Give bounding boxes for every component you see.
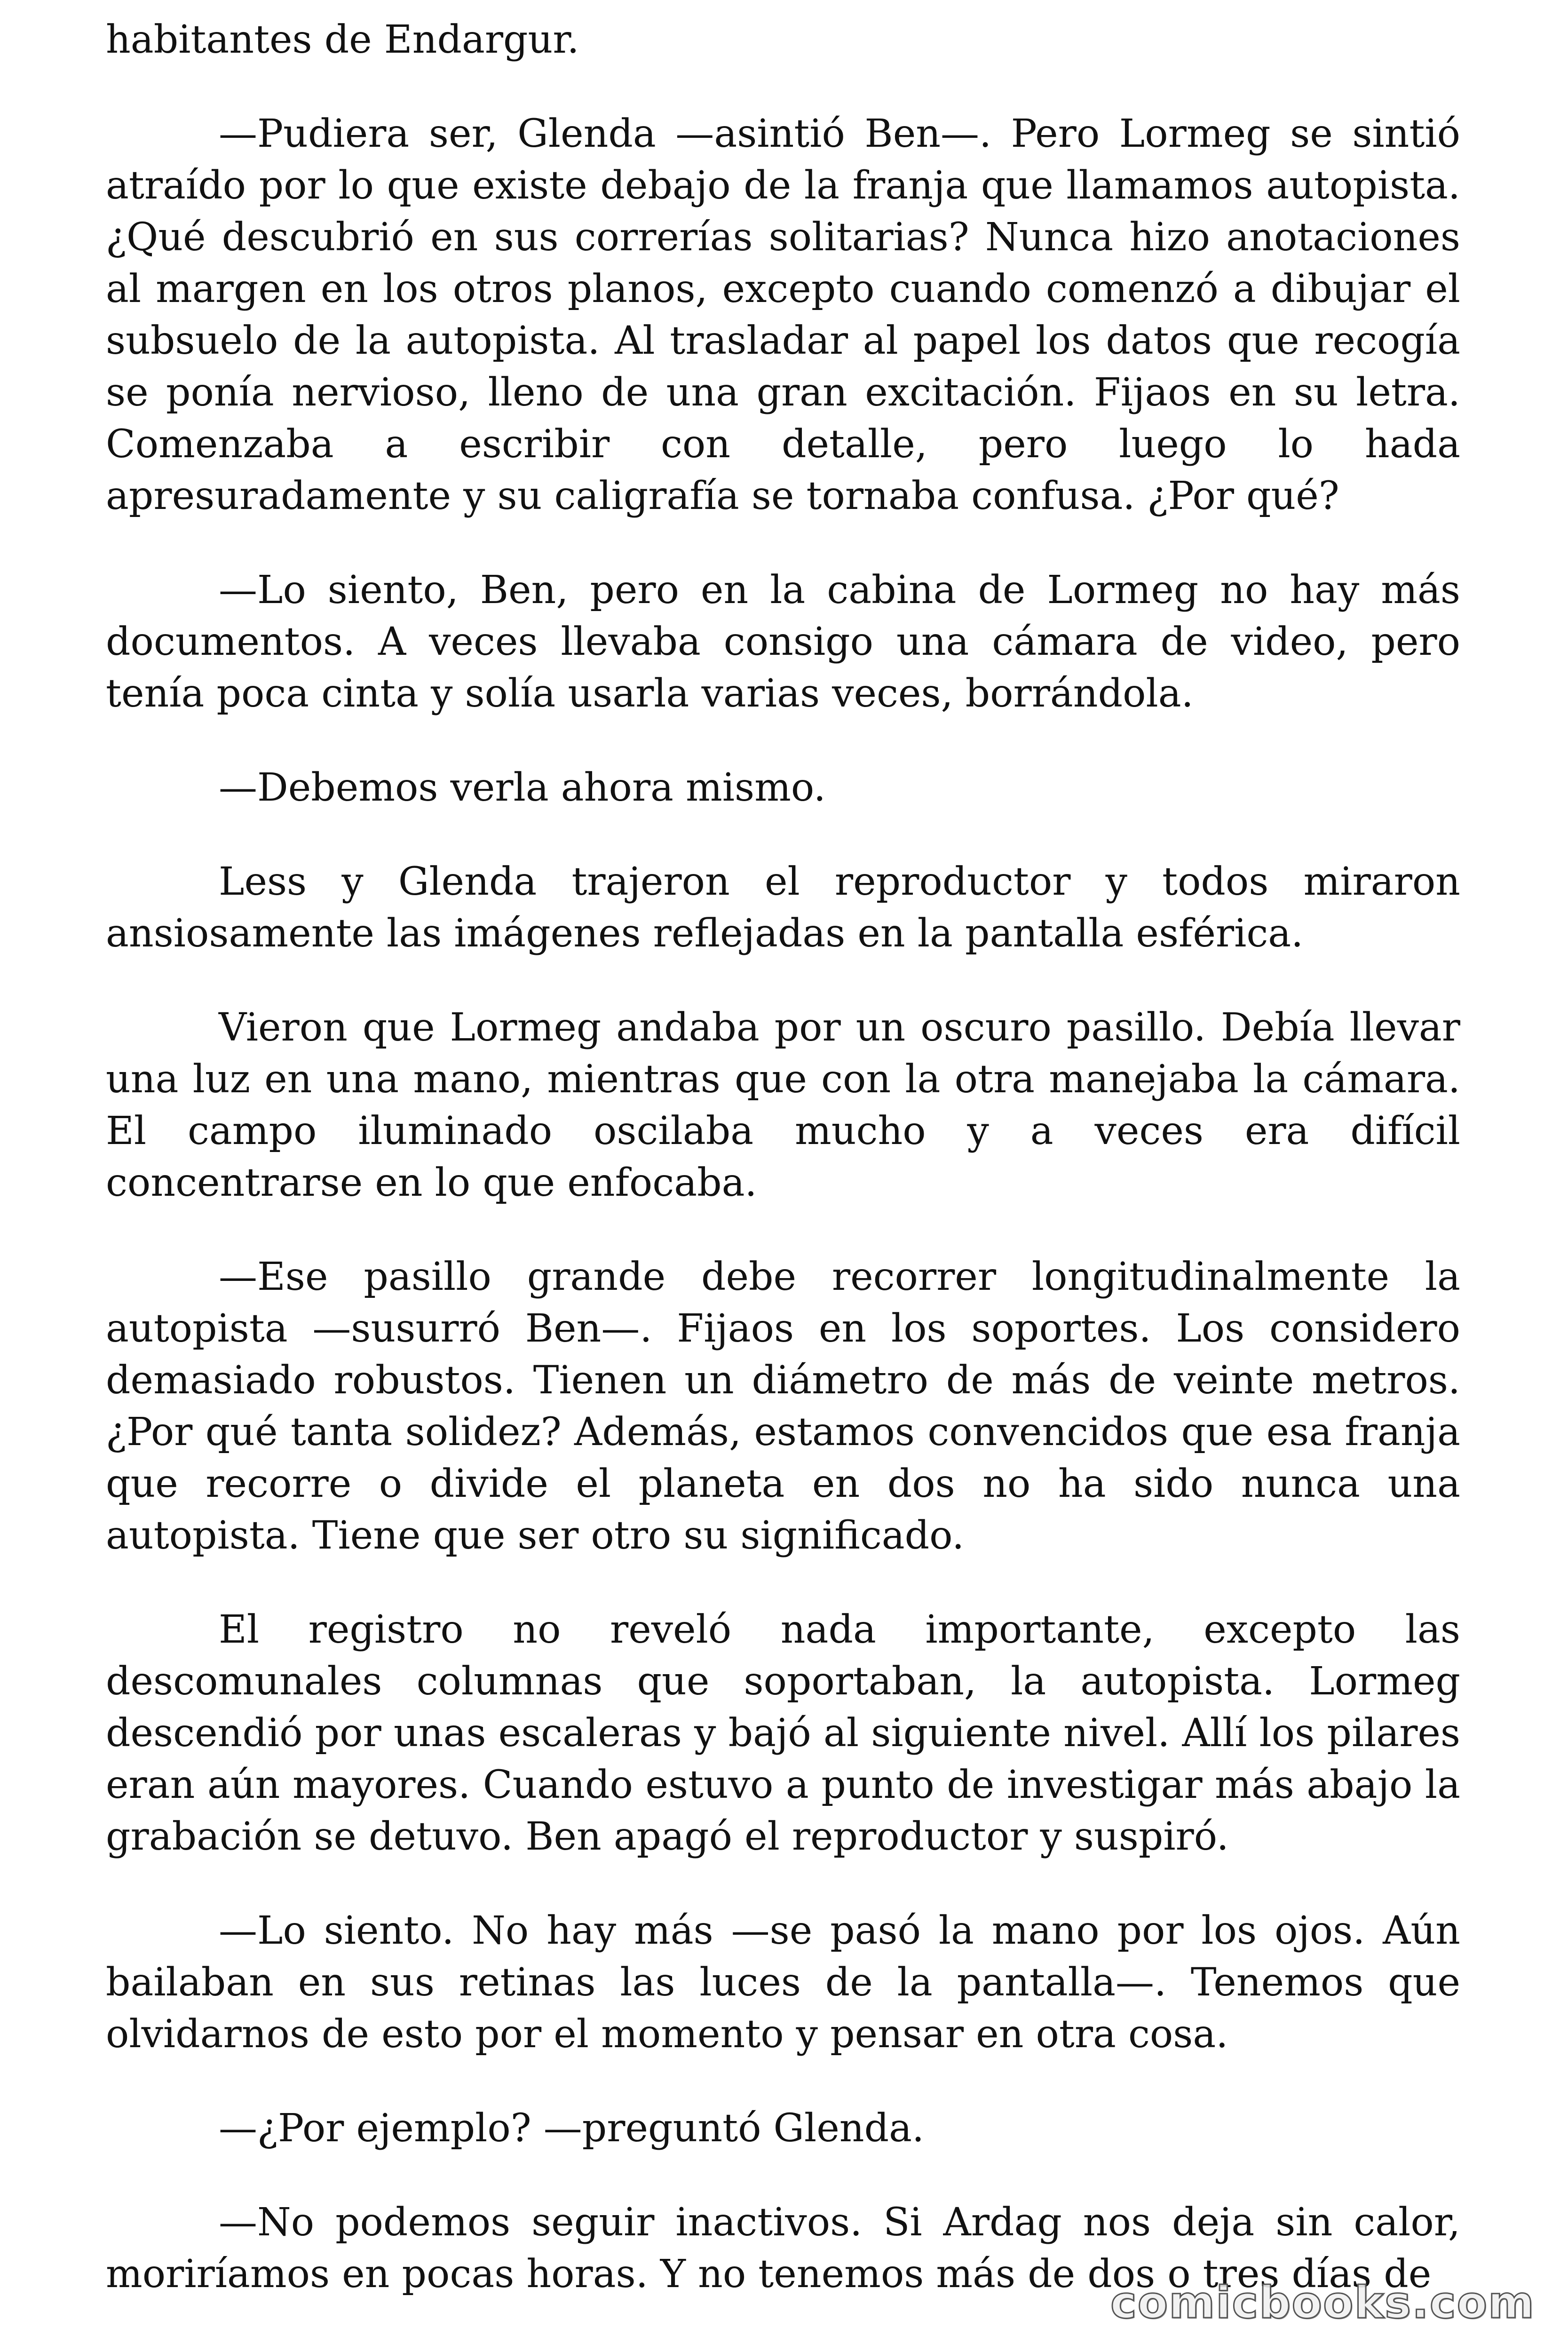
watermark-logo: comicbooks.com <box>1110 2277 1535 2328</box>
paragraph: Vieron que Lormeg andaba por un oscuro pasillo. Debía llevar una luz en una mano, mientras que con la otra manejaba la cámara. El campo iluminado oscilaba mucho y a veces era difícil concentrarse en lo que enfocaba. <box>106 1005 1460 1205</box>
paragraph: Less y Glenda trajeron el reproductor y todos miraron ansiosamente las imágenes reflejadas en la pantalla esférica. <box>106 859 1460 956</box>
paragraph: —¿Por ejemplo? —preguntó Glenda. <box>219 2106 925 2151</box>
paragraph: —Debemos verla ahora mismo. <box>219 765 826 810</box>
paragraph: —Lo siento, Ben, pero en la cabina de Lormeg no hay más documentos. A veces llevaba consigo una cámara de video, pero tenía poca cinta y solía usarla varias veces, borrándola. <box>106 568 1460 716</box>
paragraph-continued: habitantes de Endargur. <box>106 17 579 62</box>
paragraph: —Ese pasillo grande debe recorrer longitudinalmente la autopista —susurró Ben—. Fijaos en los soportes. Los considero demasiado robustos. Tienen un diámetro de más de veinte metros. ¿Por qué tanta solidez? Además, estamos convencidos que esa franja que recorre o divide el planeta en dos no ha sido nunca una autopista. Tiene que ser otro su significado. <box>106 1255 1460 1558</box>
paragraph: —Pudiera ser, Glenda —asintió Ben—. Pero Lormeg se sintió atraído por lo que existe debajo de la franja que llamamos autopista. ¿Qué descubrió en sus correrías solitarias? Nunca hizo anotaciones al margen en los otros planos, excepto cuando comenzó a dibujar el subsuelo de la autopista. Al trasladar al papel los datos que recogía se ponía nervioso, lleno de una gran excitación. Fijaos en su letra. Comenzaba a escribir con detalle, pero luego lo hada apresuradamente y su caligrafía se tornaba confusa. ¿Por qué? <box>106 111 1460 518</box>
paragraph: El registro no reveló nada importante, excepto las descomunales columnas que soportaban, la autopista. Lormeg descendió por unas escaleras y bajó al siguiente nivel. Allí los pilares eran aún mayores. Cuando estuvo a punto de investigar más abajo la grabación se detuvo. Ben apagó el reproductor y suspiró. <box>106 1607 1460 1859</box>
paragraph: —Lo siento. No hay más —se pasó la mano por los ojos. Aún bailaban en sus retinas las luces de la pantalla—. Tenemos que olvidarnos de esto por el momento y pensar en otra cosa. <box>106 1908 1460 2057</box>
paragraph: —No podemos seguir inactivos. Si Ardag nos deja sin calor, moriríamos en pocas horas. Y no tenemos más de dos o tres días de <box>106 2200 1460 2296</box>
page-text <box>106 14 1460 2300</box>
